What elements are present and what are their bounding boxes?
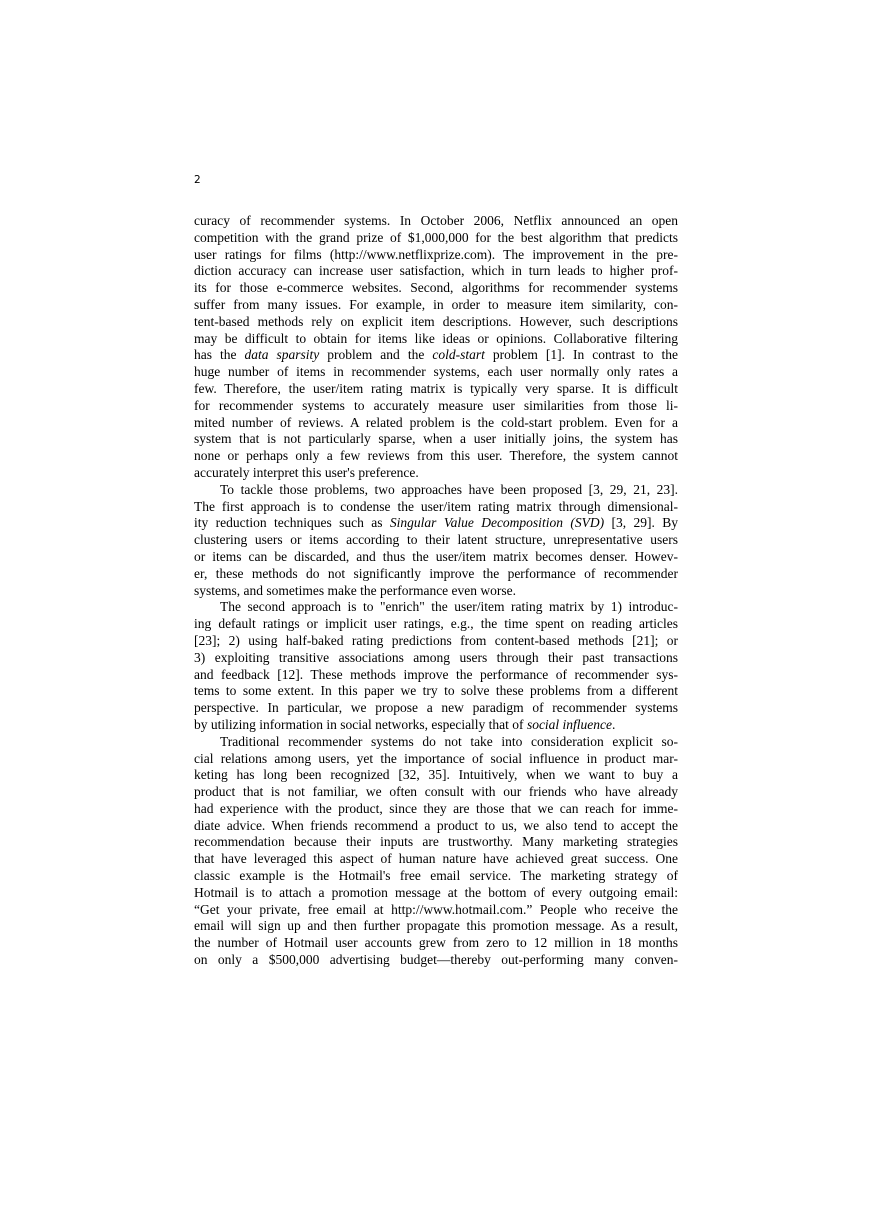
text-segment: tems to some extent. In this paper we try to solve these problems from a different bbox=[194, 683, 678, 699]
text-segment: the number of Hotmail user accounts grew from zero to 12 million in 18 months bbox=[194, 935, 678, 951]
text-segment: product that is not familiar, we often consult with our friends who have already bbox=[194, 784, 678, 800]
text-segment: huge number of items in recommender systems, each user normally only rates a bbox=[194, 364, 678, 380]
text-segment: perspective. In particular, we propose a new paradigm of recommender systems bbox=[194, 700, 678, 716]
text-segment: problem [1]. In contrast to the bbox=[484, 347, 678, 363]
text-segment: few. Therefore, the user/item rating matrix is typically very sparse. It is difficult bbox=[194, 380, 678, 396]
text-segment: for recommender systems to accurately measure user similarities from those li- bbox=[194, 397, 678, 413]
text-segment: Hotmail is to attach a promotion message at the bottom of every outgoing email: bbox=[194, 884, 678, 900]
text-segment: systems, and sometimes make the performance even worse. bbox=[194, 582, 517, 598]
text-segment: by utilizing information in social networks, especially that of bbox=[194, 716, 527, 732]
paragraph bbox=[194, 734, 678, 969]
text-segment: accurately interpret this user's preference. bbox=[194, 464, 419, 480]
text-segment: problem and the bbox=[319, 347, 433, 363]
text-segment: The second approach is to "enrich" the user/item rating matrix by 1) introduc- bbox=[220, 599, 678, 615]
text-segment: on only a $500,000 advertising budget—thereby out-performing many conven- bbox=[194, 952, 678, 968]
emphasis: cold-start bbox=[432, 347, 485, 363]
text-segment: or items can be discarded, and thus the user/item matrix becomes denser. Howev- bbox=[194, 548, 678, 564]
text-segment: may be difficult to obtain for items like ideas or opinions. Collaborative filtering bbox=[194, 330, 678, 346]
text-segment: ity reduction techniques such as bbox=[194, 515, 390, 531]
text-segment: [23]; 2) using half-baked rating predictions from content-based methods [21]; or bbox=[194, 632, 678, 648]
text-segment: curacy of recommender systems. In October 2006, Netflix announced an open bbox=[194, 213, 678, 228]
text-segment: diction accuracy can increase user satisfaction, which in turn leads to higher prof- bbox=[194, 263, 678, 279]
text-segment: suffer from many issues. For example, in order to measure item similarity, con- bbox=[194, 296, 678, 312]
paragraph bbox=[194, 482, 678, 583]
text-segment: classic example is the Hotmail's free email service. The marketing strategy of bbox=[194, 868, 678, 884]
paragraph bbox=[194, 213, 678, 465]
text-segment: [3, 29]. By bbox=[604, 515, 678, 531]
text-segment: cial relations among users, yet the importance of social influence in product mar- bbox=[194, 750, 678, 766]
text-segment: mited number of reviews. A related problem is the cold-start problem. Even for a bbox=[194, 414, 678, 430]
emphasis: Singular Value Decomposition (SVD) bbox=[389, 515, 605, 531]
text-segment: competition with the grand prize of $1,000,000 for the best algorithm that predicts bbox=[194, 229, 678, 245]
page-number: 2 bbox=[194, 174, 201, 186]
text-segment: none or perhaps only a few reviews from this user. Therefore, the system cannot bbox=[194, 448, 678, 464]
text-segment: tent-based methods rely on explicit item descriptions. However, such descriptions bbox=[194, 313, 678, 329]
text-segment: The first approach is to condense the user/item rating matrix through dimensional- bbox=[194, 498, 678, 514]
text-segment: has the bbox=[194, 347, 245, 363]
text-segment: 3) exploiting transitive associations among users through their past transactions bbox=[194, 649, 678, 665]
text-segment: er, these methods do not significantly improve the performance of recommender bbox=[194, 565, 678, 581]
text-segment: . bbox=[612, 716, 616, 732]
emphasis: social influence bbox=[526, 716, 613, 732]
text-segment: keting has long been recognized [32, 35]. Intuitively, when we want to buy a bbox=[194, 767, 678, 783]
paragraph-end-line bbox=[194, 717, 678, 734]
text-segment: system that is not particularly sparse, when a user initially joins, the system has bbox=[194, 431, 678, 447]
text-segment: user ratings for films (http://www.netflixprize.com). The improvement in the pre- bbox=[194, 246, 678, 262]
text-segment: Traditional recommender systems do not take into consideration explicit so- bbox=[220, 733, 678, 749]
body-text bbox=[194, 213, 678, 969]
paragraph-end-line bbox=[194, 465, 678, 482]
text-segment: its for those e-commerce websites. Second, algorithms for recommender systems bbox=[194, 280, 678, 296]
text-segment: recommendation because their inputs are trustworthy. Many marketing strategies bbox=[194, 834, 678, 850]
emphasis: data sparsity bbox=[244, 347, 320, 363]
text-segment: email will sign up and then further propagate this promotion message. As a result, bbox=[194, 918, 678, 934]
text-segment: ing default ratings or implicit user ratings, e.g., the time spent on reading articles bbox=[194, 616, 678, 632]
text-segment: diate advice. When friends recommend a product to us, we also tend to accept the bbox=[194, 817, 678, 833]
text-segment: that have leveraged this aspect of human nature have achieved great success. One bbox=[194, 851, 678, 867]
text-segment: “Get your private, free email at http://www.hotmail.com.” People who receive the bbox=[194, 901, 678, 917]
paragraph-end-line bbox=[194, 583, 678, 600]
text-segment: clustering users or items according to their latent structure, unrepresentative users bbox=[194, 532, 678, 548]
paragraph bbox=[194, 599, 678, 717]
text-segment: had experience with the product, since they are those that we can reach for imme- bbox=[194, 800, 678, 816]
text-segment: and feedback [12]. These methods improve the performance of recommender sys- bbox=[194, 666, 678, 682]
text-segment: To tackle those problems, two approaches have been proposed [3, 29, 21, 23]. bbox=[220, 481, 678, 497]
